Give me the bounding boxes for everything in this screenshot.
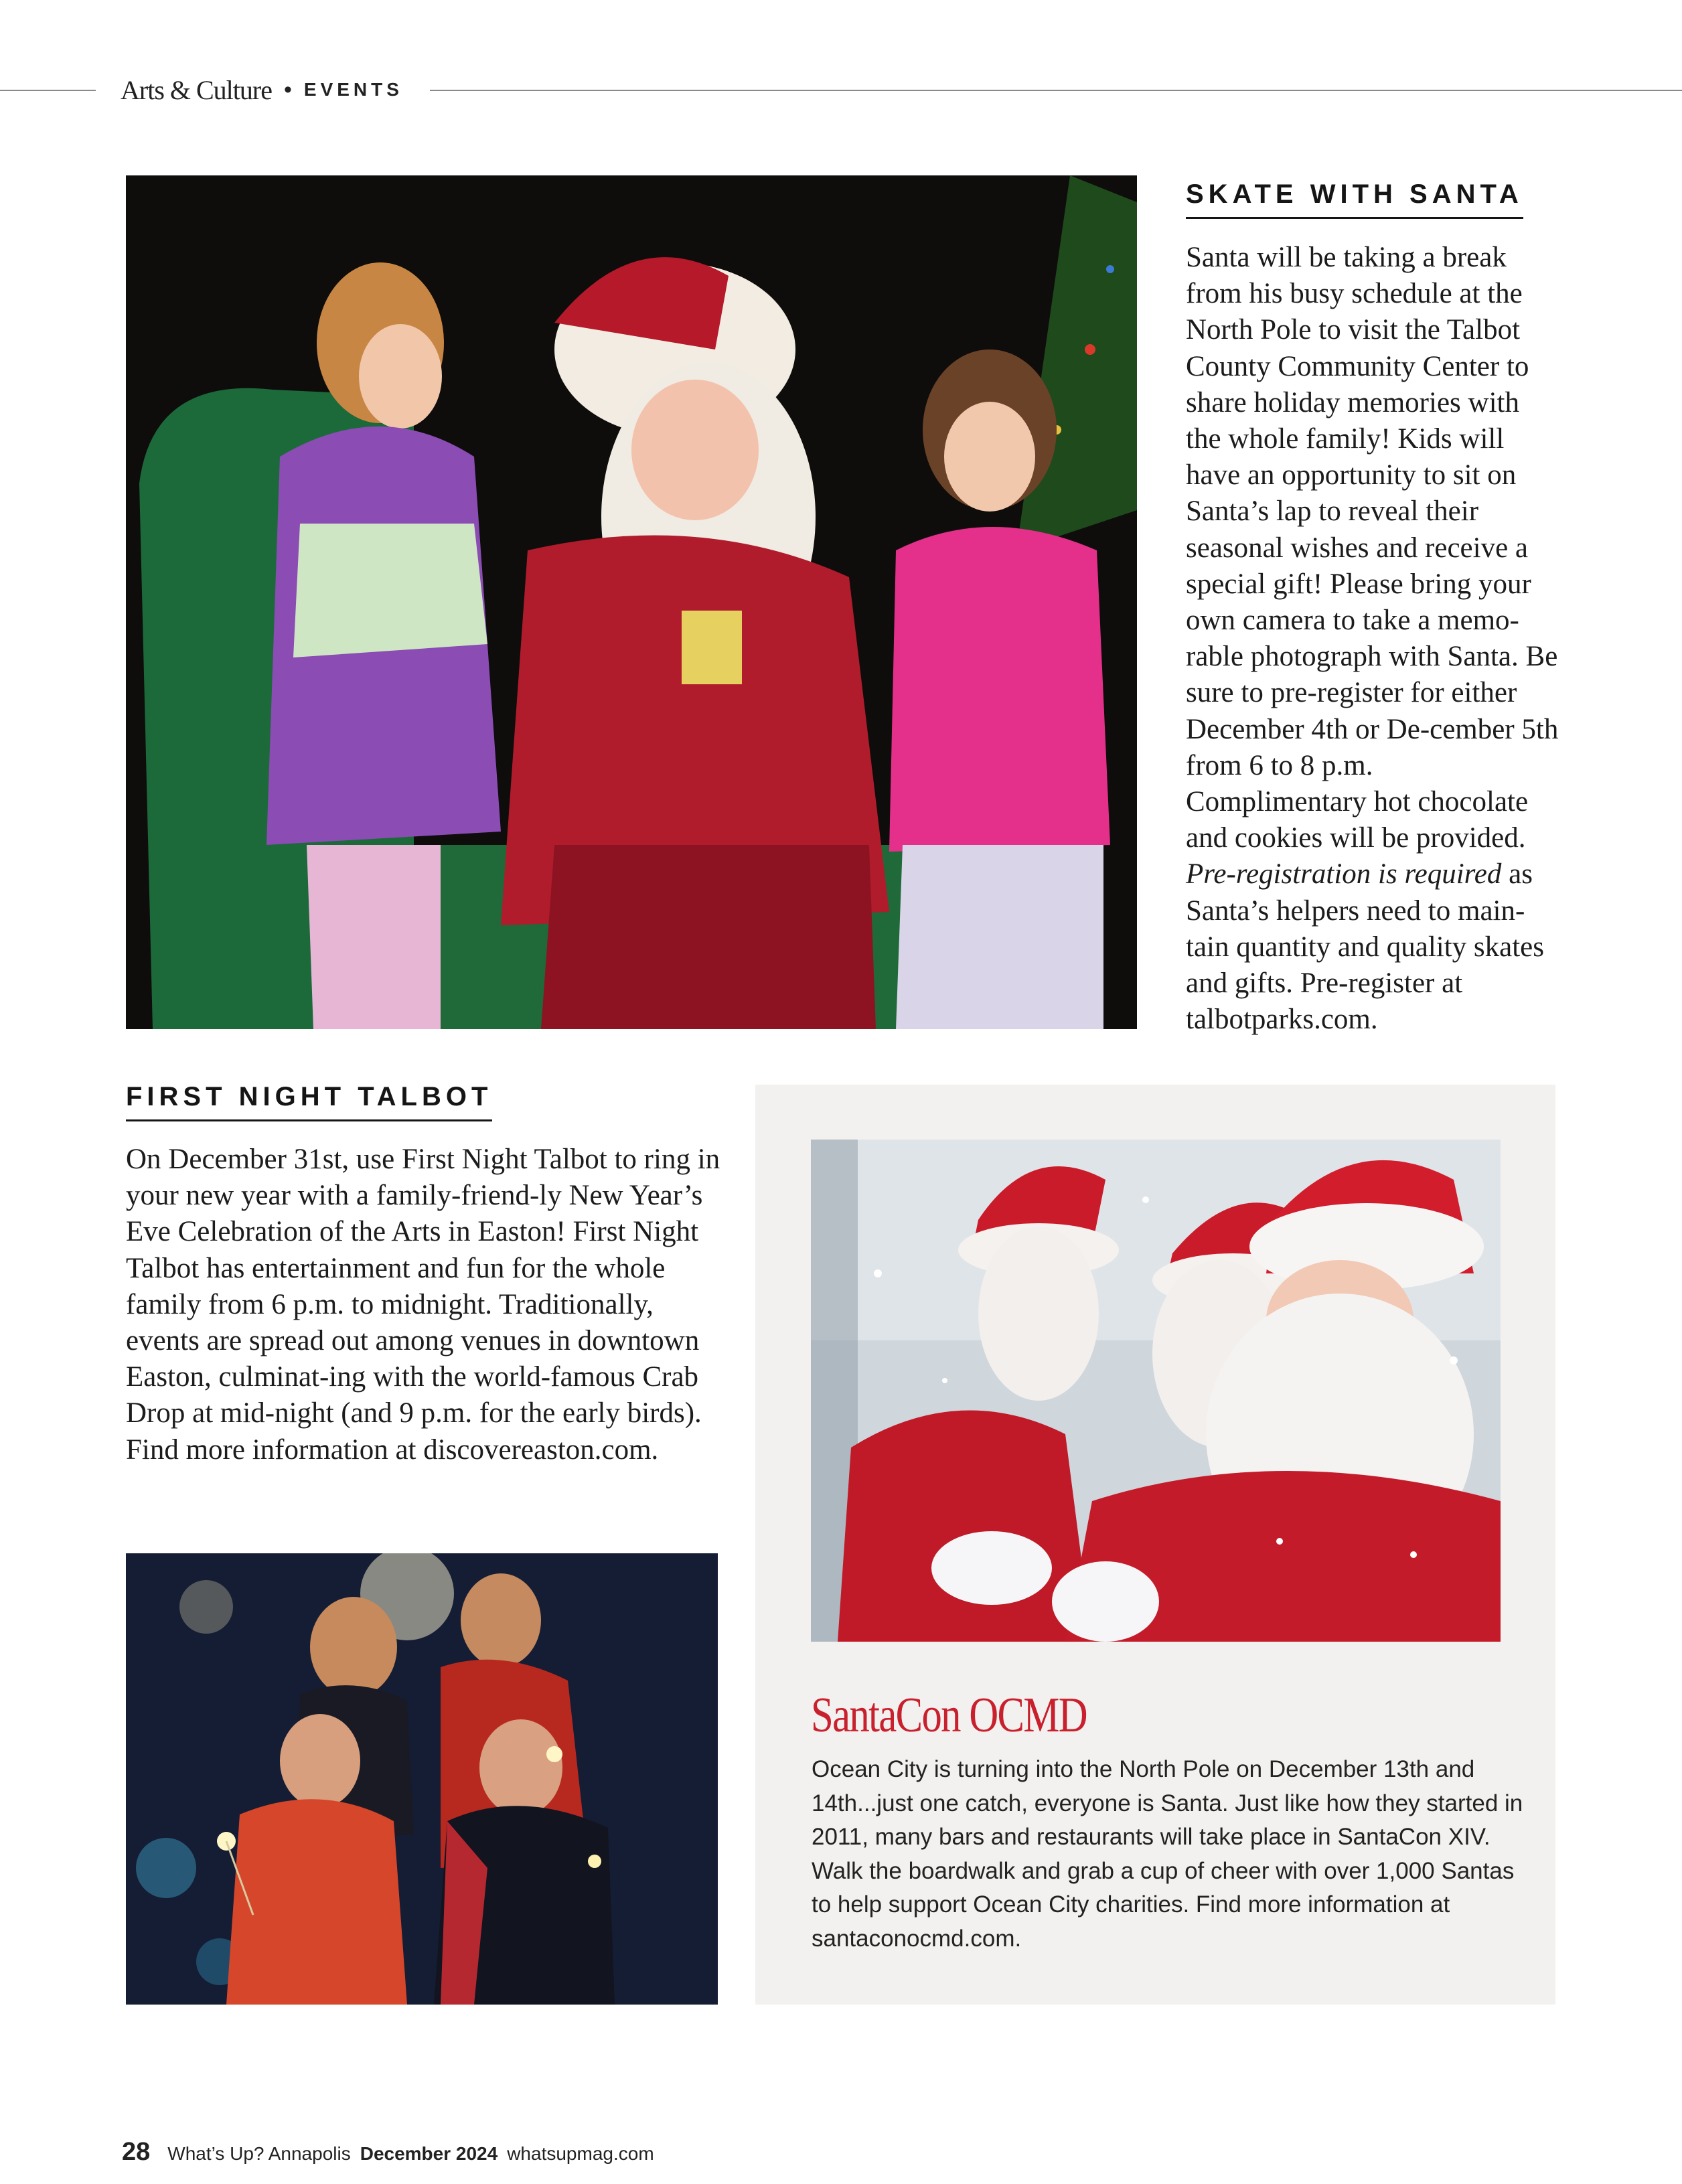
page-number: 28 (122, 2138, 151, 2166)
santacon-body: Ocean City is turning into the North Pole on December 13th and 14th...just one catch, everyone is Santa. Just like how they started in 2011, many bars and restaurants will take place in SantaCon XIV. Walk the boardwalk and grab a cup of cheer with over 1,000 Santas to help support Ocean City charities. Find more information at santaconocmd.com. (812, 1756, 1523, 1952)
issue-date: December 2024 (360, 2143, 498, 2164)
skate-with-santa-text-2: as Santa’s helpers need to main-tain quantity and quality skates and gifts. Pre-register at talbotparks.com. (1186, 858, 1545, 1036)
santa-with-kids-photo (126, 175, 1137, 1029)
first-night-talbot-body: On December 31st, use First Night Talbot to ring in your new year with a family-friend-ly New Year’s Eve Celebration of the Arts in Easton! First Night Talbot has entertainment and fun for the whole family from 6 p.m. to midnight. Traditionally, events are spread out among venues in downtown Easton, culminat-ing with the world-famous Crab Drop at mid-night (and 9 p.m. for the early birds). Find more information at discovereaston.com. (126, 1144, 720, 1466)
santas-group-photo (811, 1140, 1501, 1642)
website: whatsupmag.com (507, 2143, 654, 2164)
section-subsection: EVENTS (303, 79, 403, 100)
header-rule-right (430, 90, 1682, 91)
section-header (121, 72, 403, 107)
pre-registration-italic: Pre-registration is required (1186, 858, 1502, 890)
santacon-heading: SantaCon OCMD (811, 1688, 1087, 1743)
page-footer (122, 2138, 654, 2167)
sparklers-family-photo (126, 1553, 718, 2005)
skate-with-santa-heading: SKATE WITH SANTA (1186, 177, 1523, 219)
header-rule-left (0, 90, 96, 91)
section-separator: • (283, 76, 292, 102)
skate-with-santa-text: Santa will be taking a break from his busy schedule at the North Pole to visit the Talbot County Community Center to share holiday memories with the whole family! Kids will have an opportunity to sit on Santa’s lap to reveal their seasonal wishes and receive a special gift! Please bring your own camera to take a memo-rable photograph with Santa. Be sure to pre-register for either December 4th or De-cember 5th from 6 to 8 p.m. Complimentary hot chocolate and cookies will be provided. (1186, 242, 1559, 854)
section-name: Arts & Culture (121, 74, 272, 105)
skate-with-santa-body (1186, 240, 1561, 1038)
first-night-talbot-heading: FIRST NIGHT TALBOT (126, 1079, 492, 1121)
publication-name: What’s Up? Annapolis (167, 2143, 351, 2164)
